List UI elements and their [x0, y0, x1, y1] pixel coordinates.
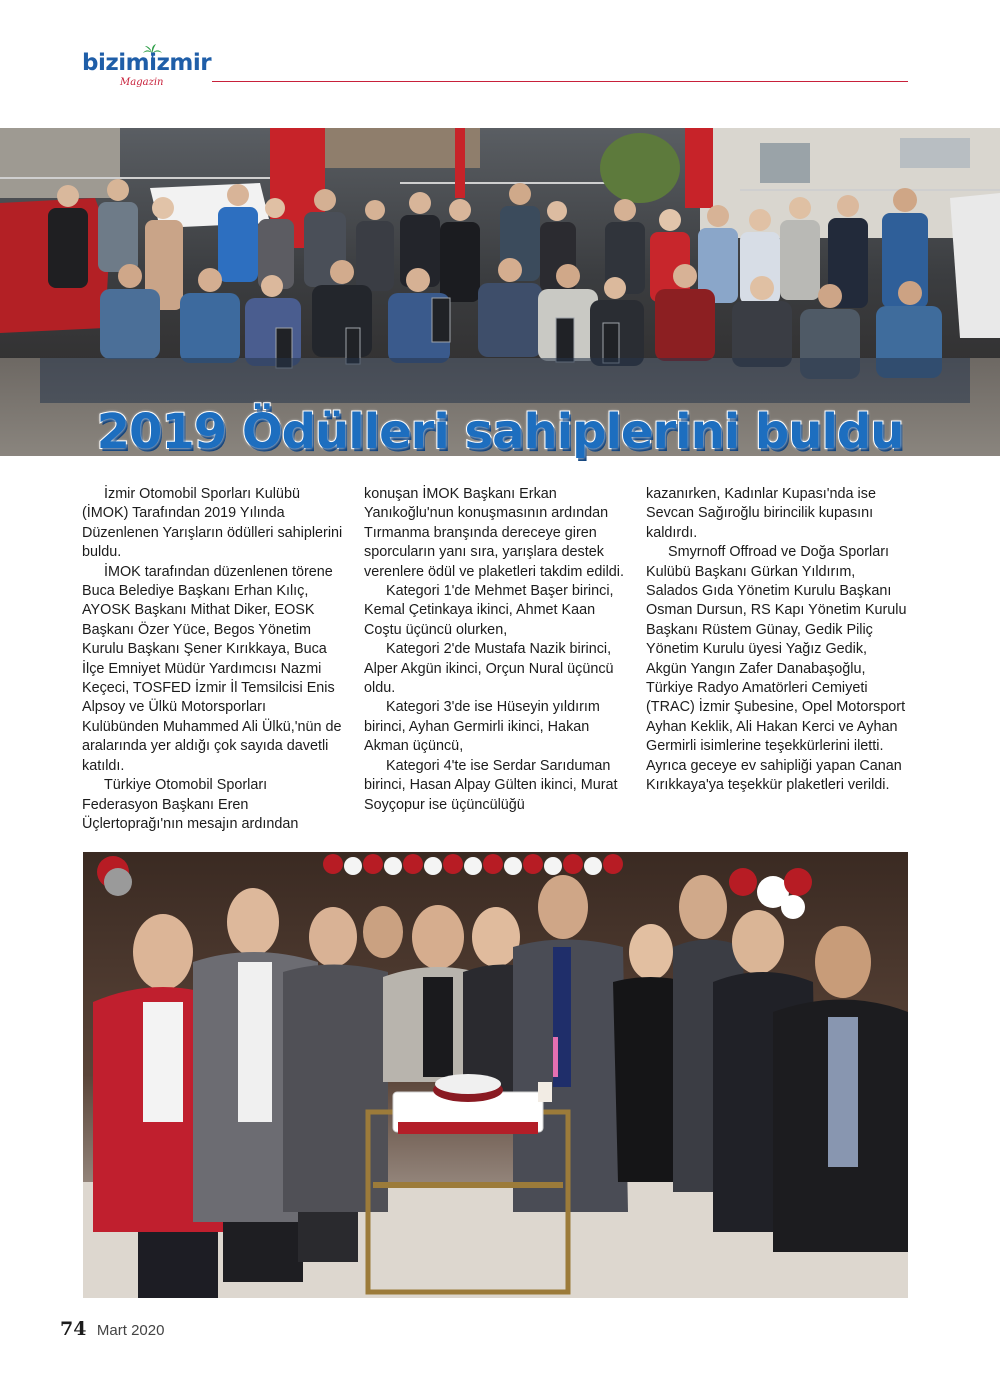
article-body: [82, 485, 908, 840]
logo-subtitle: Magazin: [120, 77, 164, 88]
page-footer: [60, 1318, 164, 1340]
paragraph: Smyrnoff Offroad ve Doğa Sporları Kulübü Başkanı Gürkan Yıldırım, Salados Gıda Yönetim Kurulu Başkanı Osman Dursun, RS Kapı Yönetim Kurulu Başkanı Rüstem Günay, Gedik Piliç Yönetim Kurulu üyesi Yağız Gedik, Akgün Yangın Zafer Danabaşoğlu, Türkiye Radyo Amatörleri Cemiyeti (TRAC) İzmir Şubesine, Opel Motorsport Ayhan Keklik, Ali Hakan Kerci ve Ayhan Germirli isimlerine teşekkürlerini iletti. Ayrıca geceye ev sahipliği yapan Canan Kırıkkaya'ya teşekkür plaketleri verildi.: [646, 544, 907, 794]
paragraph: Kategori 3'de ise Hüseyin yıldırım birinci, Ayhan Germirli ikinci, Hakan Akman üçüncü,: [364, 699, 600, 755]
magazine-logo: [82, 44, 222, 94]
article-column-1: [82, 485, 344, 834]
paragraph: İzmir Otomobil Sporları Kulübü (İMOK) Tarafından 2019 Yılında Düzenlenen Yarışların ödülleri sahiplerini buldu.: [82, 486, 343, 561]
masthead: [82, 44, 912, 94]
paragraph: konuşan İMOK Başkanı Erkan Yanıkoğlu'nun konuşmasının ardından Tırmanma branşında dereceye giren sporcuların yanı sıra, yarışlara destek verenlere ödül ve plaketleri takdim edildi.: [364, 486, 624, 580]
ceremony-photo-illustration: [83, 852, 908, 1298]
paragraph: Kategori 2'de Mustafa Nazik birinci, Alper Akgün ikinci, Orçun Nural üçüncü oldu.: [364, 641, 614, 697]
article-headline: 2019 Ödülleri sahiplerini buldu: [96, 404, 904, 460]
article-column-3: [646, 485, 908, 796]
issue-date: Mart 2020: [96, 1322, 165, 1339]
paragraph: Türkiye Otomobil Sporları Federasyon Başkanı Eren Üçlertoprağı'nın mesajın ardından: [82, 777, 299, 832]
article-column-2: [364, 485, 626, 815]
paragraph: Kategori 1'de Mehmet Başer birinci, Kemal Çetinkaya ikinci, Ahmet Kaan Coştu üçüncü olurken,: [364, 583, 614, 638]
paragraph: Kategori 4'te ise Serdar Sarıduman birinci, Hasan Alpay Gülten ikinci, Murat Soyçopur ise üçüncülüğü: [364, 757, 618, 813]
ceremony-photo: [83, 852, 908, 1298]
page-number: 74: [60, 1318, 87, 1340]
logo-wordmark: bizimizmir: [82, 50, 212, 76]
paragraph: İMOK tarafından düzenlenen törene Buca Belediye Başkanı Erhan Kılıç, AYOSK Başkanı Mithat Diker, EOSK Başkanı Özer Yüce, Begos Yönetim Kurulu Başkanı Şener Kırıkkaya, Buca İlçe Emniyet Müdür Yardımcısı Nazmi Keçeci, TOSFED İzmir İl Temsilcisi Enis Alpsoy ve Ülkü Motorsporları Kulübünden Muhammed Ali Ülkü,'nün de aralarında yer aldığı çok sayıda davetli katıldı.: [82, 563, 342, 774]
header-rule: [212, 81, 908, 82]
paragraph: kazanırken, Kadınlar Kupası'nda ise Sevcan Sağıroğlu birincilik kupasını kaldırdı.: [646, 486, 876, 541]
